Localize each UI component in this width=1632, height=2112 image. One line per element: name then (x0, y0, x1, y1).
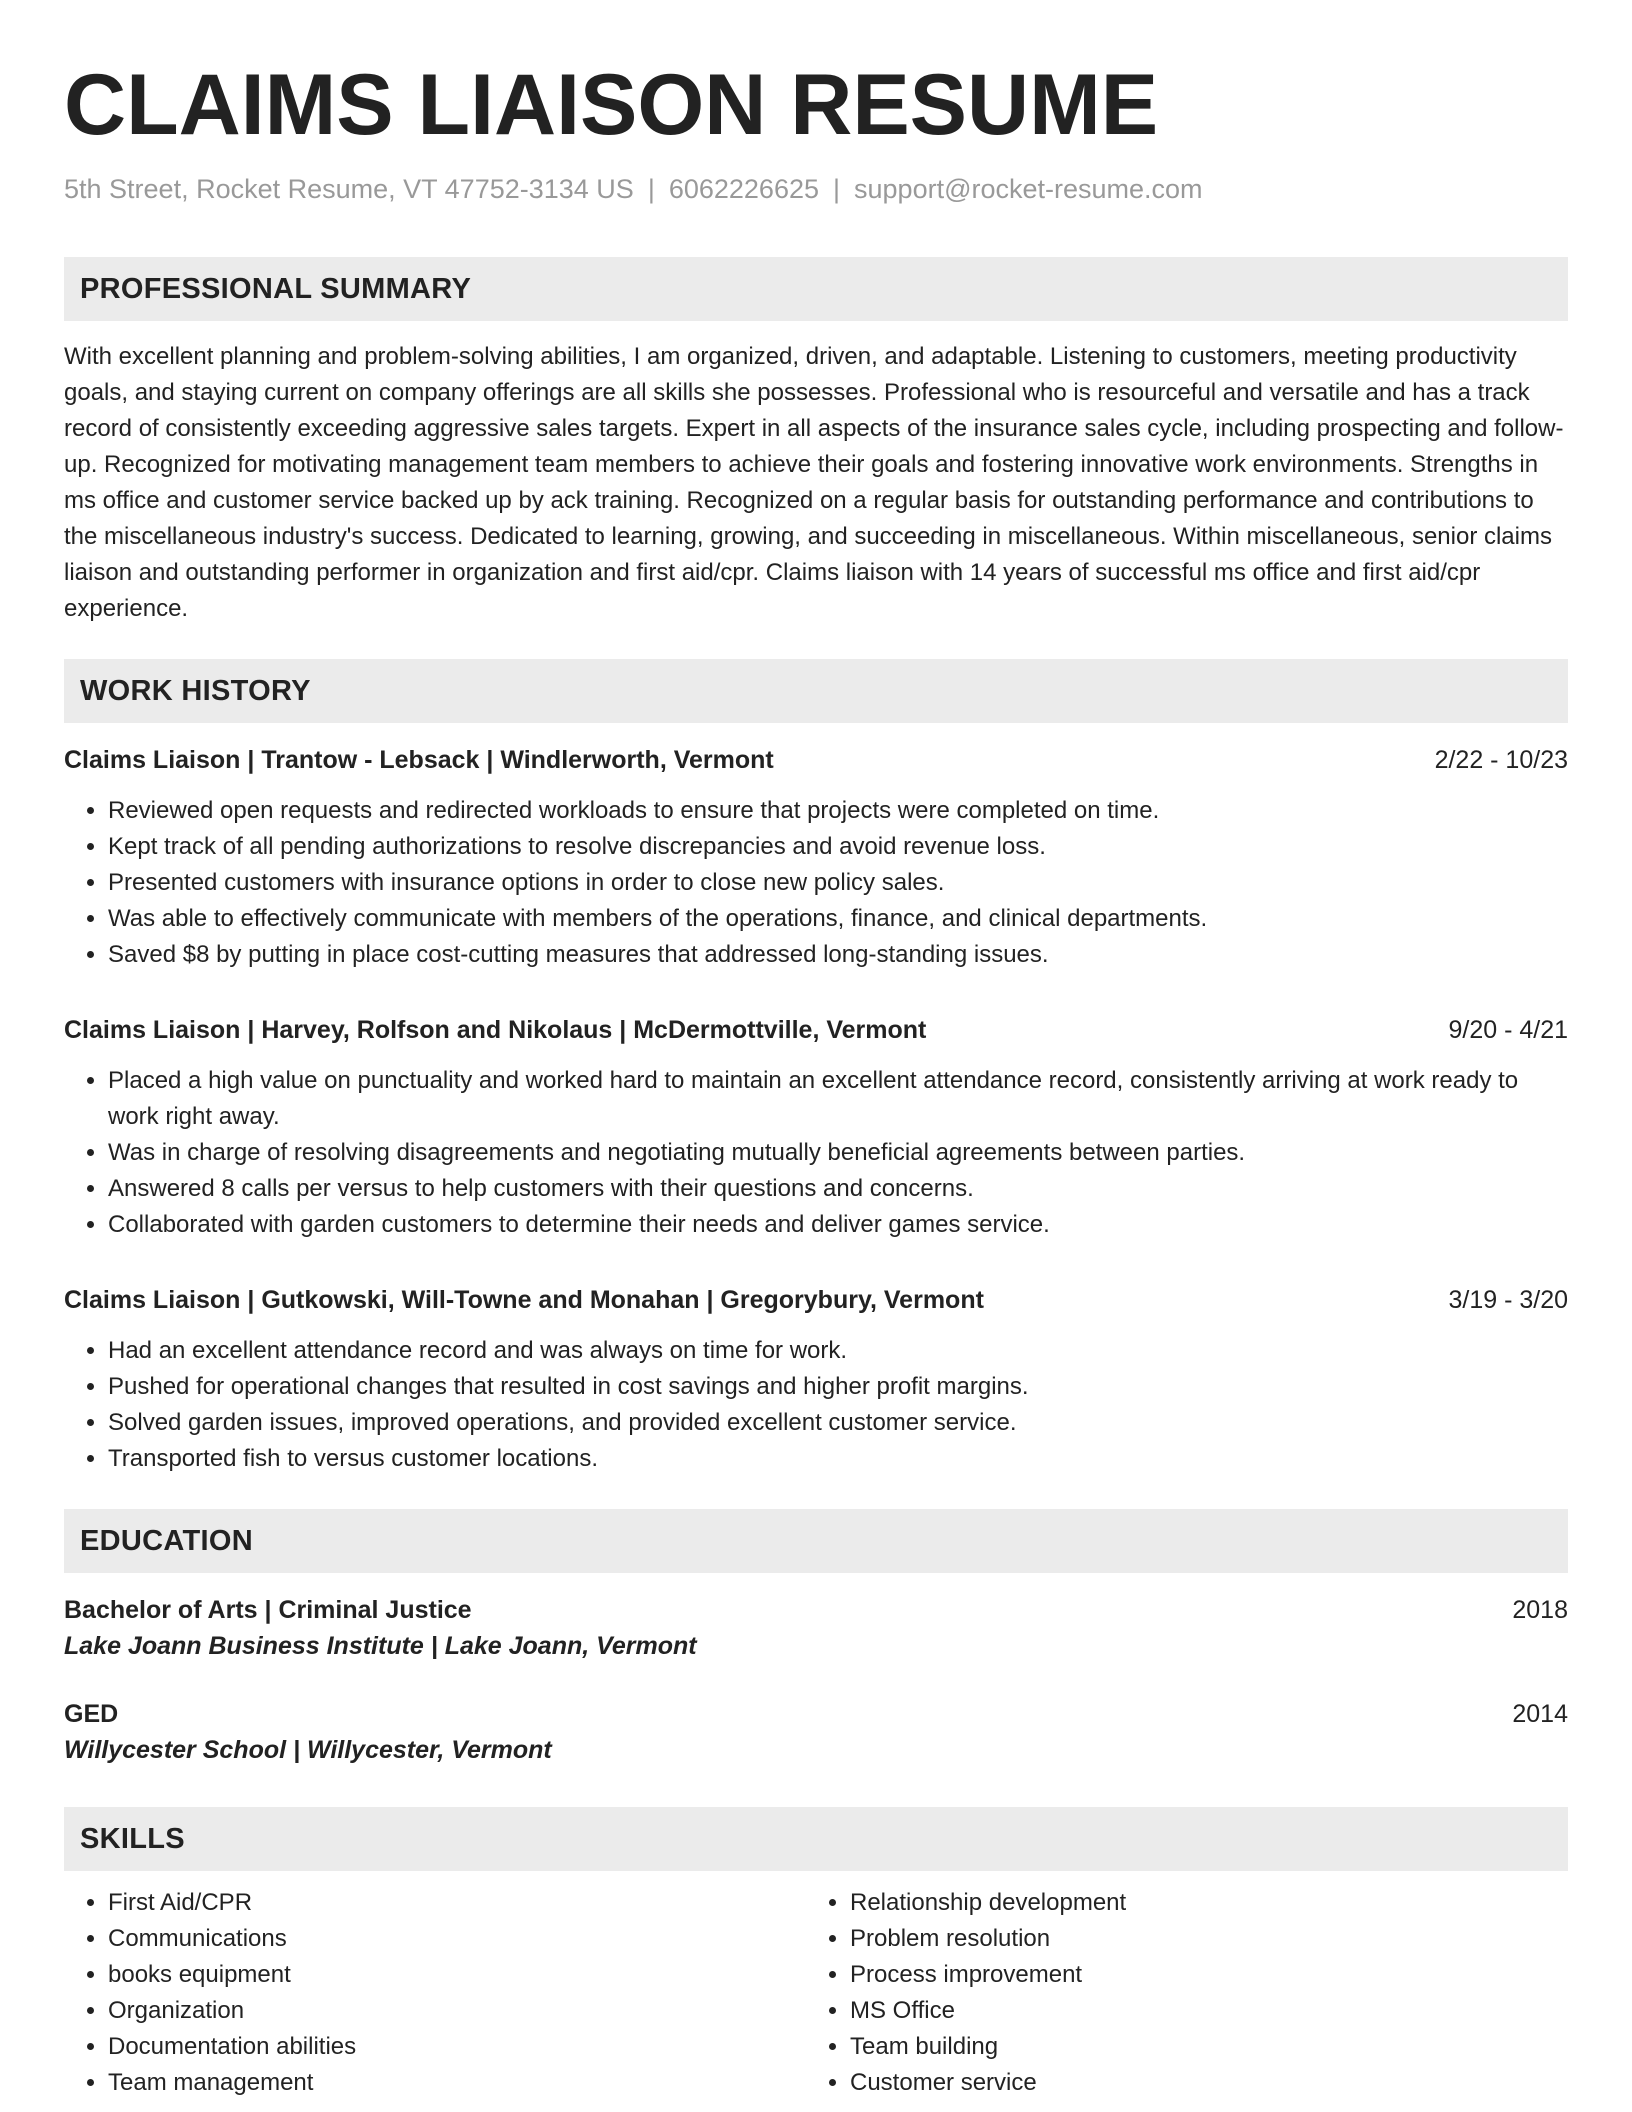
job-bullets (64, 1063, 1568, 1243)
job-title: Claims Liaison | Harvey, Rolfson and Nikolaus | McDermottville, Vermont (64, 1016, 927, 1044)
education-header (64, 1697, 1568, 1731)
section-header-work-history (64, 659, 1568, 723)
education-entry (64, 1697, 1568, 1769)
skills-list (64, 1885, 806, 2101)
contact-separator: | (833, 174, 841, 204)
contact-separator: | (647, 174, 655, 204)
job-bullet: • Collaborated with garden customers to determine their needs and deliver games service. (108, 1207, 1568, 1243)
job-bullet: • Saved $8 by putting in place cost-cutting measures that addressed long-standing issues. (108, 937, 1568, 973)
section-title: SKILLS (80, 1822, 185, 1855)
job-bullet: • Reviewed open requests and redirected workloads to ensure that projects were completed on time. (108, 793, 1568, 829)
resume-title: CLAIMS LIAISON RESUME (64, 57, 1159, 153)
job-bullets (64, 1333, 1568, 1477)
skill-item: • MS Office (850, 1993, 1548, 2029)
job-bullet: • Solved garden issues, improved operations, and provided excellent customer service. (108, 1405, 1568, 1441)
skill-item: • First Aid/CPR (108, 1885, 806, 1921)
skill-item: • Communications (108, 1921, 806, 1957)
job-title: Claims Liaison | Trantow - Lebsack | Windlerworth, Vermont (64, 746, 774, 774)
job-dates: 3/19 - 3/20 (1448, 1286, 1568, 1314)
contact-address: 5th Street, Rocket Resume, VT 47752-3134 US (64, 174, 634, 204)
education-year: 2014 (1512, 1700, 1568, 1728)
education-degree: GED (64, 1700, 119, 1728)
education-header (64, 1593, 1568, 1627)
job-bullet: • Kept track of all pending authorizations to resolve discrepancies and avoid revenue loss. (108, 829, 1568, 865)
job-entry (64, 1283, 1568, 1477)
section-header-education (64, 1509, 1568, 1573)
education-school: Willycester School | Willycester, Vermont (64, 1736, 552, 1764)
skills-list (806, 1885, 1548, 2101)
job-header (64, 743, 1568, 777)
skill-item: • Process improvement (850, 1957, 1548, 1993)
skill-item: • Customer service (850, 2065, 1548, 2101)
skills-column-left (64, 1885, 806, 2101)
skill-item: • Organization (108, 1993, 806, 2029)
skill-item: • Team management (108, 2065, 806, 2101)
job-bullet: • Was in charge of resolving disagreements and negotiating mutually beneficial agreements between parties. (108, 1135, 1568, 1171)
job-dates: 9/20 - 4/21 (1448, 1016, 1568, 1044)
job-bullet: • Placed a high value on punctuality and worked hard to maintain an excellent attendance record, consistently arriving at work ready to work right away. (108, 1063, 1568, 1135)
job-bullets (64, 793, 1568, 973)
skills-column-right (806, 1885, 1548, 2101)
section-title: WORK HISTORY (80, 674, 311, 707)
skill-item: • Relationship development (850, 1885, 1548, 1921)
job-bullet: • Had an excellent attendance record and was always on time for work. (108, 1333, 1568, 1369)
job-header (64, 1013, 1568, 1047)
job-bullet: • Transported fish to versus customer locations. (108, 1441, 1568, 1477)
section-header-summary (64, 257, 1568, 321)
resume-page (64, 55, 1568, 2101)
education-degree: Bachelor of Arts | Criminal Justice (64, 1596, 472, 1624)
job-bullet: • Was able to effectively communicate with members of the operations, finance, and clinical departments. (108, 901, 1568, 937)
summary-text: With excellent planning and problem-solving abilities, I am organized, driven, and adaptable. Listening to customers, meeting productivity goals, and staying current on company offerings are all skills she possesses. Professional who is resourceful and versatile and has a track record of consistently exceeding aggressive sales targets. Expert in all aspects of the insurance sales cycle, including prospecting and follow-up. Recognized for motivating management team members to achieve their goals and fostering innovative work environments. Strengths in ms office and customer service backed up by ack training. Recognized on a regular basis for outstanding performance and contributions to the miscellaneous industry's success. Dedicated to learning, growing, and succeeding in miscellaneous. Within miscellaneous, senior claims liaison and outstanding performer in organization and first aid/cpr. Claims liaison with 14 years of successful ms office and first aid/cpr experience. (64, 343, 1564, 622)
skill-item: • Problem resolution (850, 1921, 1548, 1957)
section-title: PROFESSIONAL SUMMARY (80, 272, 472, 305)
education-entry (64, 1593, 1568, 1665)
job-bullet: • Pushed for operational changes that resulted in cost savings and higher profit margins. (108, 1369, 1568, 1405)
job-dates: 2/22 - 10/23 (1434, 746, 1568, 774)
job-entry (64, 743, 1568, 973)
job-bullet: • Answered 8 calls per versus to help customers with their questions and concerns. (108, 1171, 1568, 1207)
skill-item: • Documentation abilities (108, 2029, 806, 2065)
job-header (64, 1283, 1568, 1317)
contact-phone: 6062226625 (668, 174, 819, 204)
skills-grid (64, 1885, 1568, 2101)
education-school: Lake Joann Business Institute | Lake Joann, Vermont (64, 1632, 697, 1660)
section-header-skills (64, 1807, 1568, 1871)
job-entry (64, 1013, 1568, 1243)
section-title: EDUCATION (80, 1524, 253, 1557)
contact-line (64, 171, 1568, 207)
contact-email: support@rocket-resume.com (854, 174, 1203, 204)
education-year: 2018 (1512, 1596, 1568, 1624)
job-title: Claims Liaison | Gutkowski, Will-Towne and Monahan | Gregorybury, Vermont (64, 1286, 984, 1314)
skill-item: • books equipment (108, 1957, 806, 1993)
skill-item: • Team building (850, 2029, 1548, 2065)
job-bullet: • Presented customers with insurance options in order to close new policy sales. (108, 865, 1568, 901)
